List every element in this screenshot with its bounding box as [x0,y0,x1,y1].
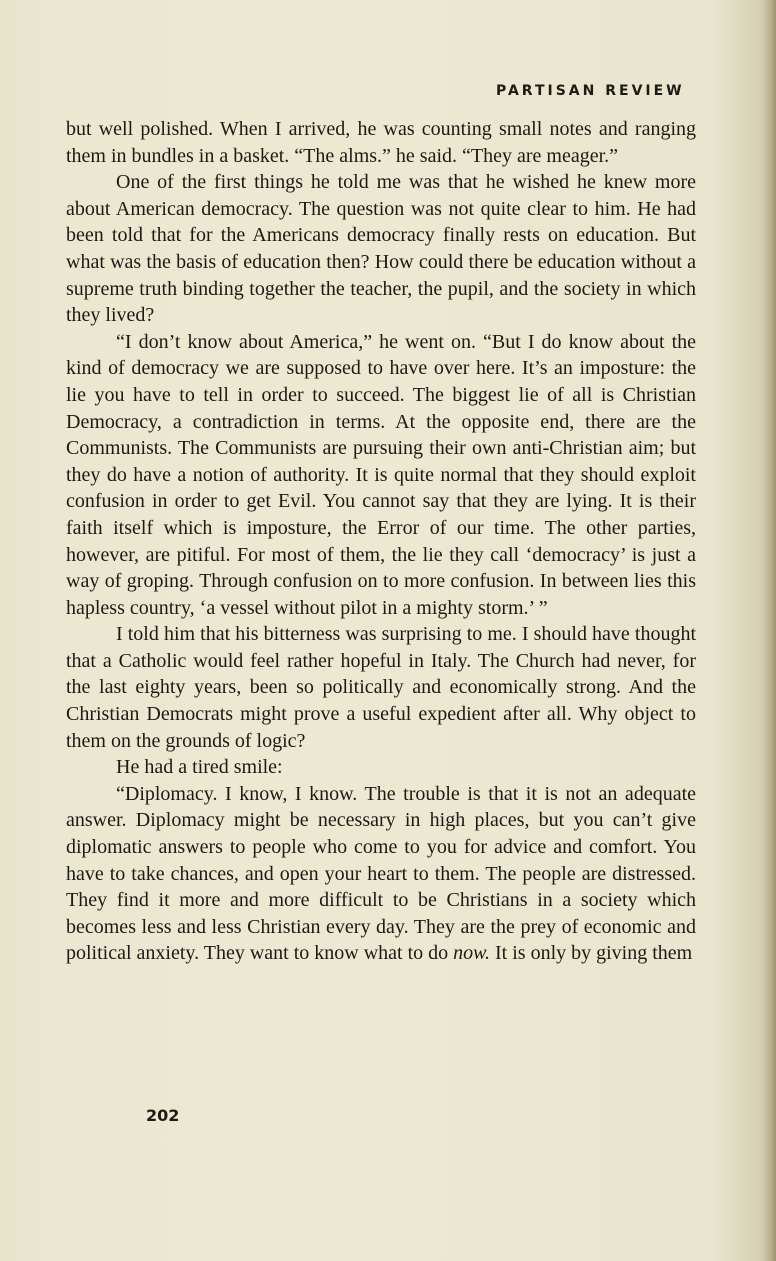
emphasized-word: now. [453,942,491,965]
paragraph-3: “I don’t know about America,” he went on. “But I do know about the kind of democracy we are supposed to have over here. It’s an imposture: the lie you have to tell in order to succeed. The biggest lie of all is Christian Democracy, a contradiction in terms. At the opposite end, there are the Communists. The Communists are pursuing their own anti-Christian aim; but they do have a notion of authority. It is quite normal that they should exploit confusion in order to get Evil. You cannot say that they are lying. It is their faith itself which is imposture, the Error of our time. The other parties, however, are pitiful. For most of them, the lie they call ‘democracy’ is just a way of groping. Through confusion on to more confusion. In between lies this hapless country, ‘a vessel without pilot in a mighty storm.’ ” [66,330,696,619]
paragraph-5: He had a tired smile: [116,756,283,779]
body-text [66,116,696,967]
page-edge-shadow [762,0,776,1261]
paragraph-6 [66,781,696,967]
paragraph-1: but well polished. When I arrived, he was counting small notes and ranging them in bundles in a basket. “The alms.” he said. “They are meager.” [66,118,696,167]
paragraph-2: One of the first things he told me was that he wished he knew more about American democracy. The question was not quite clear to him. He had been told that for the Americans democracy finally rests on education. But what was the basis of education then? How could there be education without a supreme truth binding together the teacher, the pupil, and the society in which they lived? [66,171,696,327]
running-head: PARTISAN REVIEW [496,83,685,99]
page-number: 202 [146,1106,180,1125]
paragraph-4: I told him that his bitterness was surprising to me. I should have thought that a Catholic would feel rather hopeful in Italy. The Church had never, for the last eighty years, been so politically and economically strong. And the Christian Democrats might prove a useful expedient after all. Why object to them on the grounds of logic? [66,623,696,752]
paragraph-6-part-1: “Diplomacy. I know, I know. The trouble is that it is not an adequate answer. Diplomacy might be necessary in high places, but you can’t give diplomatic answers to people who come to you for advice and comfort. You have to take chances, and open your heart to them. The people are distressed. They find it more and more difficult to be Christians in a society which becomes less and less Christian every day. They are the prey of economic and political anxiety. They want to know what to do [66,782,696,965]
paragraph-6-part-2: It is only by giving them [490,942,693,965]
